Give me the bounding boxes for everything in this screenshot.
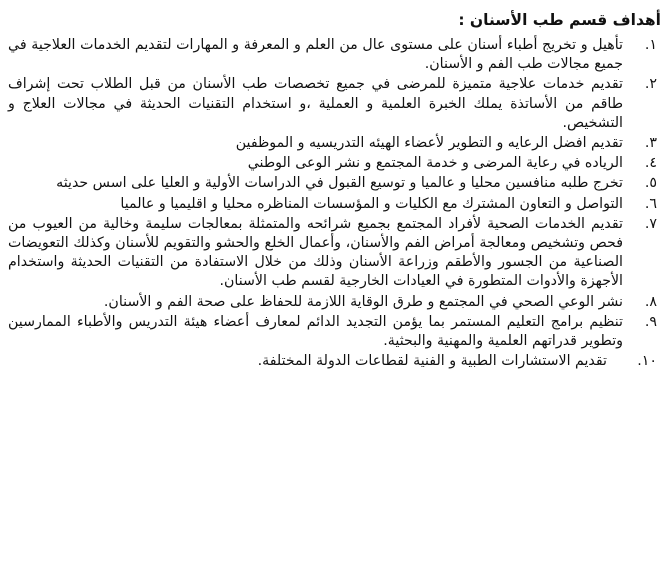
goal-number: ٨. xyxy=(644,293,657,310)
goal-text: تقديم الخدمات الصحية لأفراد المجتمع بجميع شرائحه والمتمثلة بمعالجات سليمة وخالية من العيوب من فحص وتشخيص ومعالجة أمراض الفم والأسنان، وأعمال الخلع والحشو والتقويم للأسنان وكذلك التعويضات الصناعية من الجسور والأطقم وزراعة الأسنان وذلك من خلال الاستفادة من التقنيات الحديثة واستخدام الأجهزة والأدوات المتطورة في العيادات الخارجية لقسم طب الأسنان. xyxy=(8,215,623,290)
document-page xyxy=(8,8,661,372)
goal-item-9 xyxy=(8,313,661,351)
goal-number: ٢. xyxy=(644,76,657,93)
goal-number: ٧. xyxy=(644,215,657,232)
goal-item-1 xyxy=(8,36,661,74)
goal-text: تنظيم برامج التعليم المستمر بما يؤمن التجديد الدائم لمعارف أعضاء هيئة التدريس والأطباء الممارسين وتطوير قدراتهم العلمية والمهنية والبحثية. xyxy=(8,313,623,350)
goal-number: ٩. xyxy=(644,313,657,330)
goal-number: ٤. xyxy=(644,155,657,172)
goal-text: الرياده في رعاية المرضى و خدمة المجتمع و نشر الوعى الوطني xyxy=(247,155,623,172)
goal-item-5 xyxy=(8,174,661,193)
goal-number: ٥. xyxy=(644,175,657,192)
goal-text: تقديم افضل الرعايه و التطوير لأعضاء الهيئه التدريسيه و الموظفين xyxy=(235,135,623,152)
goal-number: ١. xyxy=(644,37,657,53)
goals-list xyxy=(8,36,661,371)
goal-text: تقديم خدمات علاجية متميزة للمرضى في جميع تخصصات طب الأسنان من قبل الطلاب تحت إشراف طاقم من الأساتذة يملك الخبرة العلمية و العملية ،و استخدام التقنيات الحديثة في مجالات العلاج و التشخيص. xyxy=(8,76,623,131)
document-heading: أهداف قسم طب الأسنان : xyxy=(458,11,661,29)
goal-text: تقديم الاستشارات الطبية و الفنية لقطاعات الدولة المختلفة. xyxy=(257,353,607,370)
goal-number: ٣. xyxy=(644,135,657,152)
goal-item-2 xyxy=(8,75,661,133)
goal-number: ١٠. xyxy=(637,353,657,370)
goal-number: ٦. xyxy=(644,195,657,212)
goal-item-8 xyxy=(8,293,661,312)
goal-item-6 xyxy=(8,195,661,214)
goal-text: التواصل و التعاون المشترك مع الكليات و المؤسسات المناظره محليا و اقليميا و عالميا xyxy=(120,195,623,212)
goal-item-4 xyxy=(8,154,661,173)
goal-text: تخرج طلبه منافسين محليا و عالميا و توسيع القبول في الدراسات الأولية و العليا على اسس حديثه xyxy=(56,175,623,192)
goal-text: تأهيل و تخريج أطباء أسنان على مستوى عال من العلم و المعرفة و المهارات لتقديم الخدمات العلاجية في جميع مجالات طب الفم و الأسنان. xyxy=(8,37,623,73)
goal-text: نشر الوعي الصحي في المجتمع و طرق الوقاية اللازمة للحفاظ على صحة الفم و الأسنان. xyxy=(103,293,623,310)
goal-item-3 xyxy=(8,134,661,153)
goal-item-10 xyxy=(8,352,661,371)
goal-item-7 xyxy=(8,215,661,292)
